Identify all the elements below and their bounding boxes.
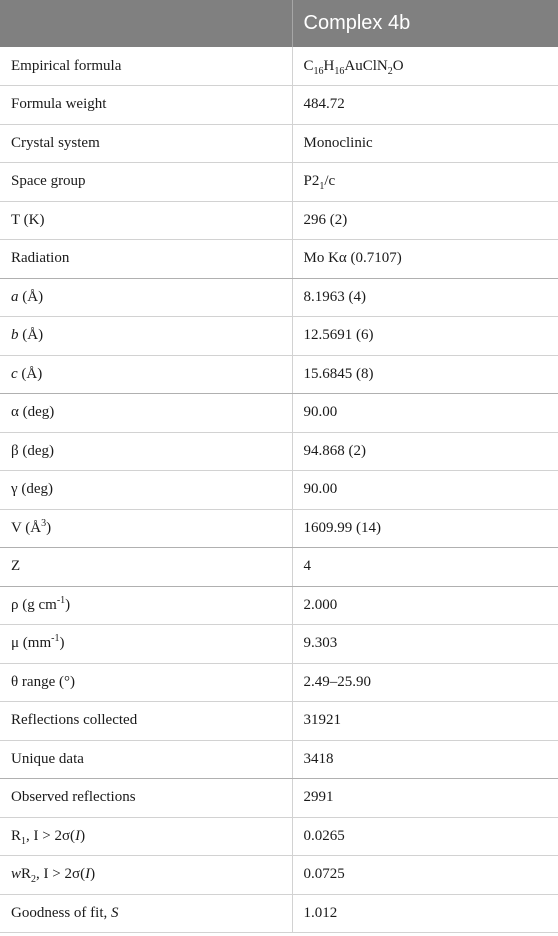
table-row bbox=[0, 548, 558, 587]
row-label: α (deg) bbox=[0, 394, 292, 433]
row-label: β (deg) bbox=[0, 432, 292, 471]
row-label: c (Å) bbox=[0, 355, 292, 394]
table-row bbox=[0, 47, 558, 86]
row-value: 296 (2) bbox=[292, 201, 558, 240]
row-label: Unique data bbox=[0, 740, 292, 779]
table-row bbox=[0, 86, 558, 125]
table-header-row bbox=[0, 0, 558, 47]
row-label: Goodness of fit, S bbox=[0, 894, 292, 933]
row-value: $C_{16}H_{16}AuClN_2O$ bbox=[292, 47, 558, 86]
row-value: 4 bbox=[292, 548, 558, 587]
table-row bbox=[0, 856, 558, 895]
row-label: θ range (°) bbox=[0, 663, 292, 702]
row-label: T (K) bbox=[0, 201, 292, 240]
table-row bbox=[0, 124, 558, 163]
row-value: 2991 bbox=[292, 779, 558, 818]
row-label: Z bbox=[0, 548, 292, 587]
table-row bbox=[0, 355, 558, 394]
table-row bbox=[0, 471, 558, 510]
table-row bbox=[0, 702, 558, 741]
row-value: $P2_1/c$ bbox=[292, 163, 558, 202]
row-value: 90.00 bbox=[292, 394, 558, 433]
row-value: 0.0265 bbox=[292, 817, 558, 856]
table-row bbox=[0, 740, 558, 779]
row-label: b (Å) bbox=[0, 317, 292, 356]
row-value: 0.0725 bbox=[292, 856, 558, 895]
table-row bbox=[0, 625, 558, 664]
row-label: Radiation bbox=[0, 240, 292, 279]
table-row bbox=[0, 817, 558, 856]
row-label: $wR_2$, I > 2σ(I) bbox=[0, 856, 292, 895]
row-label: Crystal system bbox=[0, 124, 292, 163]
table-row bbox=[0, 586, 558, 625]
table-body bbox=[0, 47, 558, 933]
row-value: Monoclinic bbox=[292, 124, 558, 163]
row-label: a (Å) bbox=[0, 278, 292, 317]
row-value: 484.72 bbox=[292, 86, 558, 125]
table-row bbox=[0, 779, 558, 818]
row-value: 94.868 (2) bbox=[292, 432, 558, 471]
row-value: 8.1963 (4) bbox=[292, 278, 558, 317]
row-value: 12.5691 (6) bbox=[292, 317, 558, 356]
row-value: 9.303 bbox=[292, 625, 558, 664]
row-value: 1609.99 (14) bbox=[292, 509, 558, 548]
row-label: V $(Å^3)$ bbox=[0, 509, 292, 548]
row-value: Mo Kα (0.7107) bbox=[292, 240, 558, 279]
row-value: 31921 bbox=[292, 702, 558, 741]
row-value: 1.012 bbox=[292, 894, 558, 933]
row-label: γ (deg) bbox=[0, 471, 292, 510]
row-label: $R_1$, I > 2σ(I) bbox=[0, 817, 292, 856]
table-row bbox=[0, 240, 558, 279]
table-row bbox=[0, 278, 558, 317]
table-row bbox=[0, 894, 558, 933]
table-row bbox=[0, 201, 558, 240]
row-label: Formula weight bbox=[0, 86, 292, 125]
row-label: Observed reflections bbox=[0, 779, 292, 818]
row-label: Reflections collected bbox=[0, 702, 292, 741]
row-label: Space group bbox=[0, 163, 292, 202]
table-row bbox=[0, 663, 558, 702]
row-value: 15.6845 (8) bbox=[292, 355, 558, 394]
row-value: 2.000 bbox=[292, 586, 558, 625]
row-label: ρ (g $cm^{-1}$) bbox=[0, 586, 292, 625]
header-cell-complex: Complex 4b bbox=[292, 0, 558, 47]
row-label: μ $(mm^{-1})$ bbox=[0, 625, 292, 664]
row-label: Empirical formula bbox=[0, 47, 292, 86]
table-row bbox=[0, 394, 558, 433]
header-cell-blank bbox=[0, 0, 292, 47]
table-row bbox=[0, 163, 558, 202]
table-row bbox=[0, 509, 558, 548]
row-value: 2.49–25.90 bbox=[292, 663, 558, 702]
row-value: 90.00 bbox=[292, 471, 558, 510]
table-row bbox=[0, 432, 558, 471]
table-row bbox=[0, 317, 558, 356]
row-value: 3418 bbox=[292, 740, 558, 779]
